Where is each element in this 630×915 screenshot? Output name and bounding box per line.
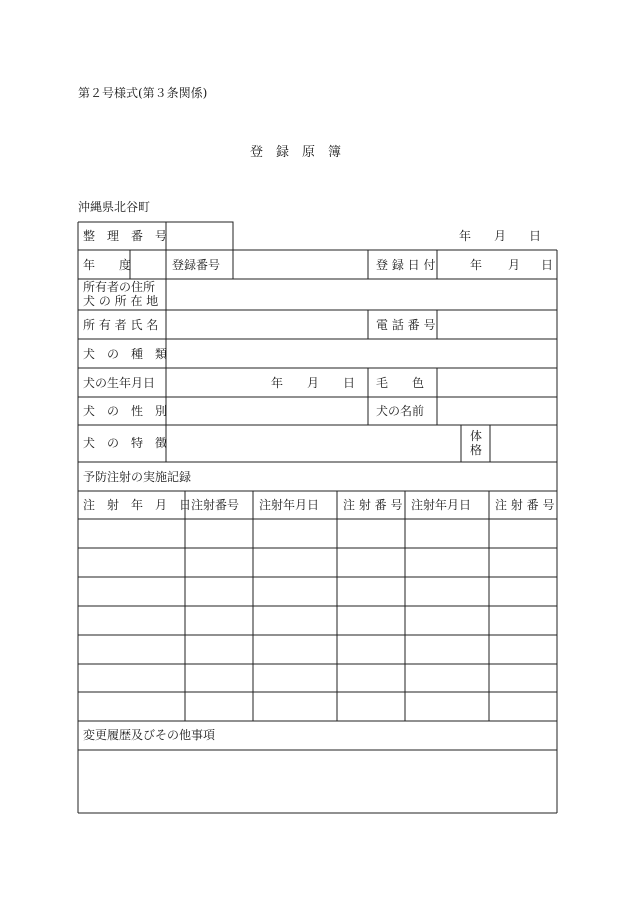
registration-year-unit: 年 — [470, 258, 483, 272]
municipality-name: 沖縄県北谷町 — [78, 200, 151, 214]
birth-year-unit: 年 — [271, 376, 284, 390]
birth-month-unit: 月 — [307, 376, 320, 390]
vaccination-header-number-2: 注 射 番 号 — [343, 498, 403, 512]
registration-day-unit: 日 — [541, 258, 554, 272]
phone-label: 電 話 番 号 — [376, 318, 436, 332]
document-title: 登 録 原 簿 — [250, 145, 342, 160]
remarks-section-title: 変更履歴及びその他事項 — [83, 728, 216, 742]
vaccination-header-date-3: 注射年月日 — [411, 498, 472, 512]
owner-name-label: 所 有 者 氏 名 — [83, 318, 159, 332]
vaccination-header-number-3: 注 射 番 号 — [495, 498, 555, 512]
address-label-line2: 犬 の 所 在 地 — [83, 294, 159, 308]
vaccination-section-title: 予防注射の実施記録 — [83, 470, 192, 484]
date-month-unit: 月 — [494, 229, 507, 243]
touroku-bango-label: 登録番号 — [172, 258, 221, 272]
touroku-hizuke-label: 登 録 日 付 — [376, 258, 436, 272]
dog-name-label: 犬の名前 — [376, 404, 425, 418]
seiri-bango-label: 整 理 番 号 — [83, 229, 168, 243]
build-label-line2: 格 — [470, 443, 483, 457]
breed-label: 犬 の 種 類 — [83, 347, 168, 361]
registration-month-unit: 月 — [508, 258, 521, 272]
vaccination-header-date-2: 注射年月日 — [259, 498, 320, 512]
date-day-unit: 日 — [529, 229, 542, 243]
sex-label: 犬 の 性 別 — [83, 404, 168, 418]
features-label: 犬 の 特 徴 — [83, 436, 168, 450]
birthdate-label: 犬の生年月日 — [83, 376, 156, 390]
coat-label: 毛 色 — [376, 376, 425, 390]
vaccination-header-date-1: 注 射 年 月 日 — [83, 498, 192, 512]
birth-day-unit: 日 — [343, 376, 356, 390]
nendo-label: 年 度 — [83, 258, 132, 272]
vaccination-header-number-1: 注射番号 — [191, 498, 240, 512]
date-year-unit: 年 — [459, 229, 472, 243]
address-label-line1: 所有者の住所 — [83, 280, 156, 294]
form-number: 第２号様式(第３条関係) — [78, 86, 208, 100]
build-label-line1: 体 — [470, 429, 483, 443]
